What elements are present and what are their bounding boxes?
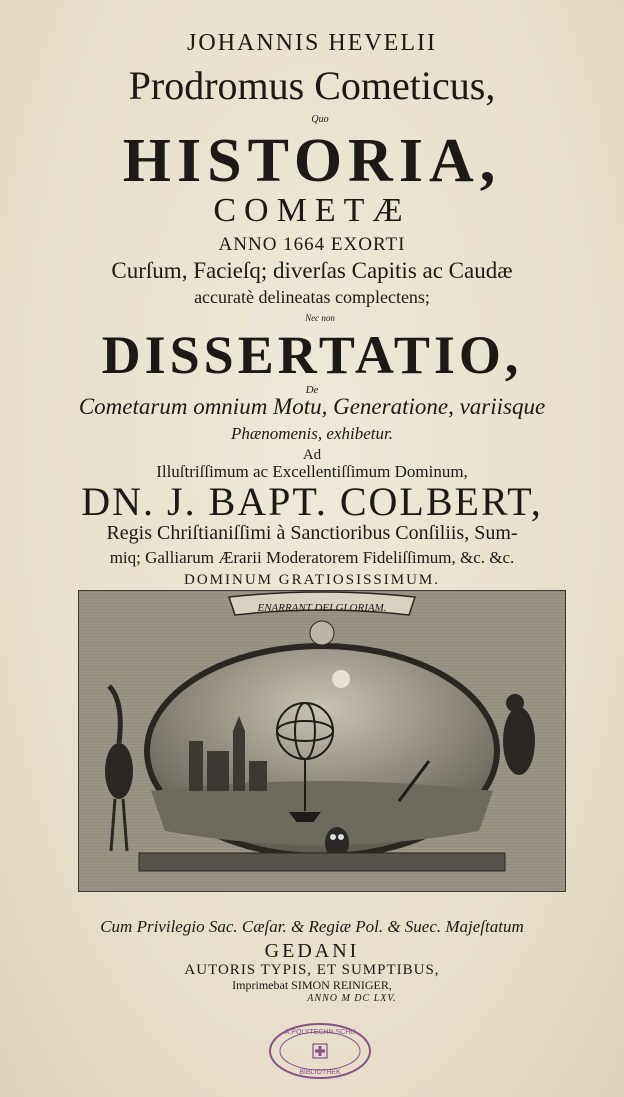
- imprint-place: GEDANI: [264, 940, 360, 962]
- nec-non-word: Nec non: [305, 313, 335, 323]
- cometarum-line: Cometarum omnium Motu, Generatione, variisque: [78, 394, 546, 419]
- cursum-line: Curſum, Facieſq; diverſas Capitis ac Caudæ: [111, 258, 513, 283]
- anno-line: ANNO 1664 EXORTI: [218, 234, 406, 255]
- autoris-line: AUTORIS TYPIS, ET SUMPTIBUS,: [184, 962, 440, 978]
- author-name: JOHANNIS HEVELII: [187, 30, 437, 56]
- moon-icon: [332, 670, 350, 688]
- privilege-line: Cum Privilegio Sac. Cæſar. & Regiæ Pol. & Suec. Majeſtatum: [100, 917, 524, 936]
- dominum-line: DOMINUM GRATIOSISSIMUM.: [183, 572, 441, 588]
- cherub-icon: [310, 621, 334, 645]
- de-word: De: [305, 384, 319, 396]
- phaenomenis-line: Phænomenis, exhibetur.: [231, 424, 393, 443]
- stone-plinth: [139, 853, 505, 871]
- library-stamp: [268, 1022, 372, 1080]
- stamp-line-2: BIBLIOTHEK: [299, 1069, 341, 1076]
- quo-word: Quo: [311, 114, 329, 125]
- banner-motto: ENARRANT DEI GLORIAM.: [257, 602, 387, 614]
- engraving-illustration: [79, 591, 565, 891]
- historia-heading: HISTORIA,: [122, 127, 502, 195]
- regis-line-2: miq; Galliarum Ærarii Moderatorem Fideliſſimum, &c. &c.: [109, 548, 515, 567]
- accurate-line: accuratè delineatas complectens;: [194, 287, 430, 307]
- book-title: Prodromus Cometicus,: [128, 63, 496, 108]
- stamp-line-1: A.POLYTECHN.SCHU: [284, 1029, 356, 1036]
- cometae-heading: COMETÆ: [213, 192, 411, 229]
- regis-line-1: Regis Chriſtianiſſimi à Sanctioribus Conſiliis, Sum-: [106, 522, 518, 544]
- title-engraving: [78, 590, 566, 892]
- swiss-cross-icon: [313, 1044, 327, 1058]
- illustrissimum-line: Illuſtriſſimum ac Excellentiſſimum Dominum,: [156, 462, 468, 481]
- dedicatee-name: DN. J. BAPT. COLBERT,: [81, 479, 543, 524]
- ad-word: Ad: [302, 447, 322, 463]
- publication-year: ANNO M DC LXV.: [307, 993, 397, 1004]
- printer-line: Imprimebat SIMON REINIGER,: [232, 978, 392, 992]
- dissertatio-heading: DISSERTATIO,: [101, 325, 523, 385]
